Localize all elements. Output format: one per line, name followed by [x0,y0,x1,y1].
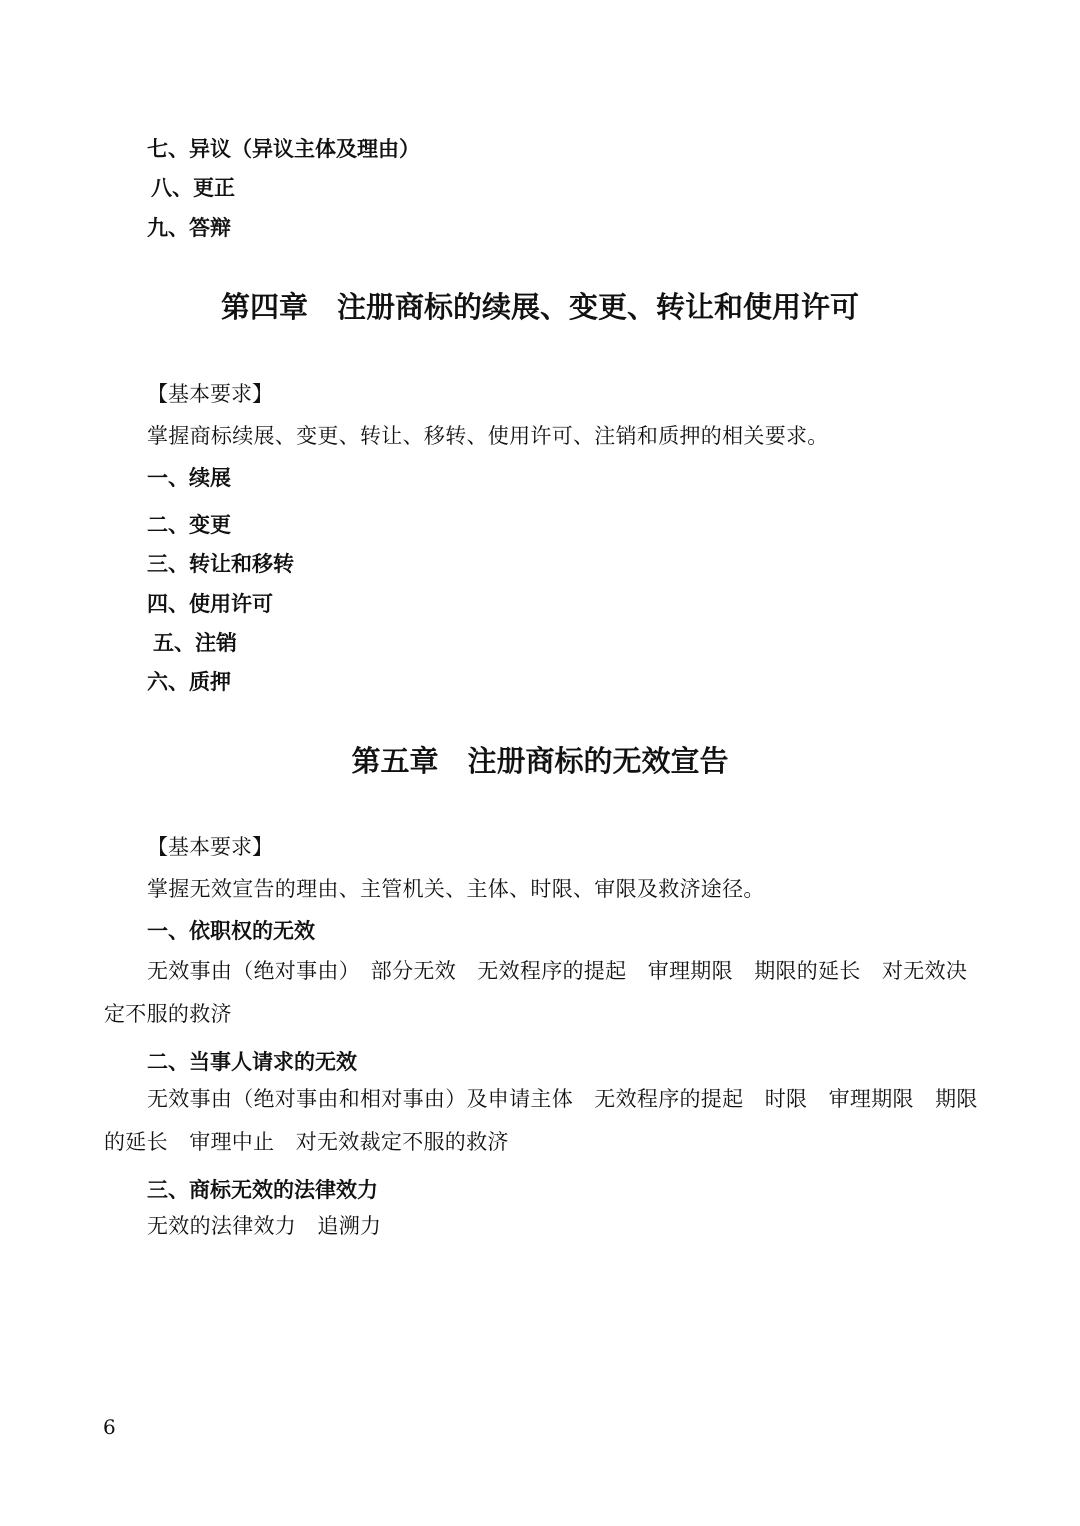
chapter-5-section-ex-officio-heading: 一、依职权的无效 [147,919,315,943]
chapter-4-section-renewal: 一、续展 [147,466,231,490]
chapter-4-section-pledge: 六、质押 [147,670,231,694]
chapter-5-section-party-request-heading: 二、当事人请求的无效 [147,1050,357,1074]
chapter-4-requirements-label: 【基本要求】 [147,382,273,406]
chapter-5-title: 第五章 注册商标的无效宣告 [351,744,729,778]
chapter-5-requirements-text: 掌握无效宣告的理由、主管机关、主体、时限、审限及救济途径。 [147,877,765,901]
chapter-5-section-legal-effect-text: 无效的法律效力 追溯力 [147,1214,382,1238]
chapter-4-section-cancellation: 五、注销 [153,631,237,655]
chapter-4-section-transfer: 三、转让和移转 [147,552,294,576]
chapter-4-title: 第四章 注册商标的续展、变更、转让和使用许可 [220,290,859,324]
chapter-5-section-party-request-text: 无效事由（绝对事由和相对事由）及申请主体 无效程序的提起 时限 审理期限 期限的延长 审理中止 对无效裁定不服的救济 [104,1087,978,1154]
section-heading-correction: 八、更正 [151,176,235,200]
section-heading-defense: 九、答辩 [147,216,231,240]
chapter-4-section-change: 二、变更 [147,513,231,537]
chapter-4-requirements-text: 掌握商标续展、变更、转让、移转、使用许可、注销和质押的相关要求。 [147,424,829,448]
chapter-5-section-legal-effect-heading: 三、商标无效的法律效力 [147,1178,378,1202]
chapter-5-section-ex-officio-text: 无效事由（绝对事由） 部分无效 无效程序的提起 审理期限 期限的延长 对无效决定不服的救济 [104,959,968,1026]
section-heading-objection: 七、异议（异议主体及理由） [147,137,420,161]
page-number: 6 [103,1415,116,1439]
chapter-4-section-license: 四、使用许可 [147,592,273,616]
chapter-5-requirements-label: 【基本要求】 [147,835,273,859]
